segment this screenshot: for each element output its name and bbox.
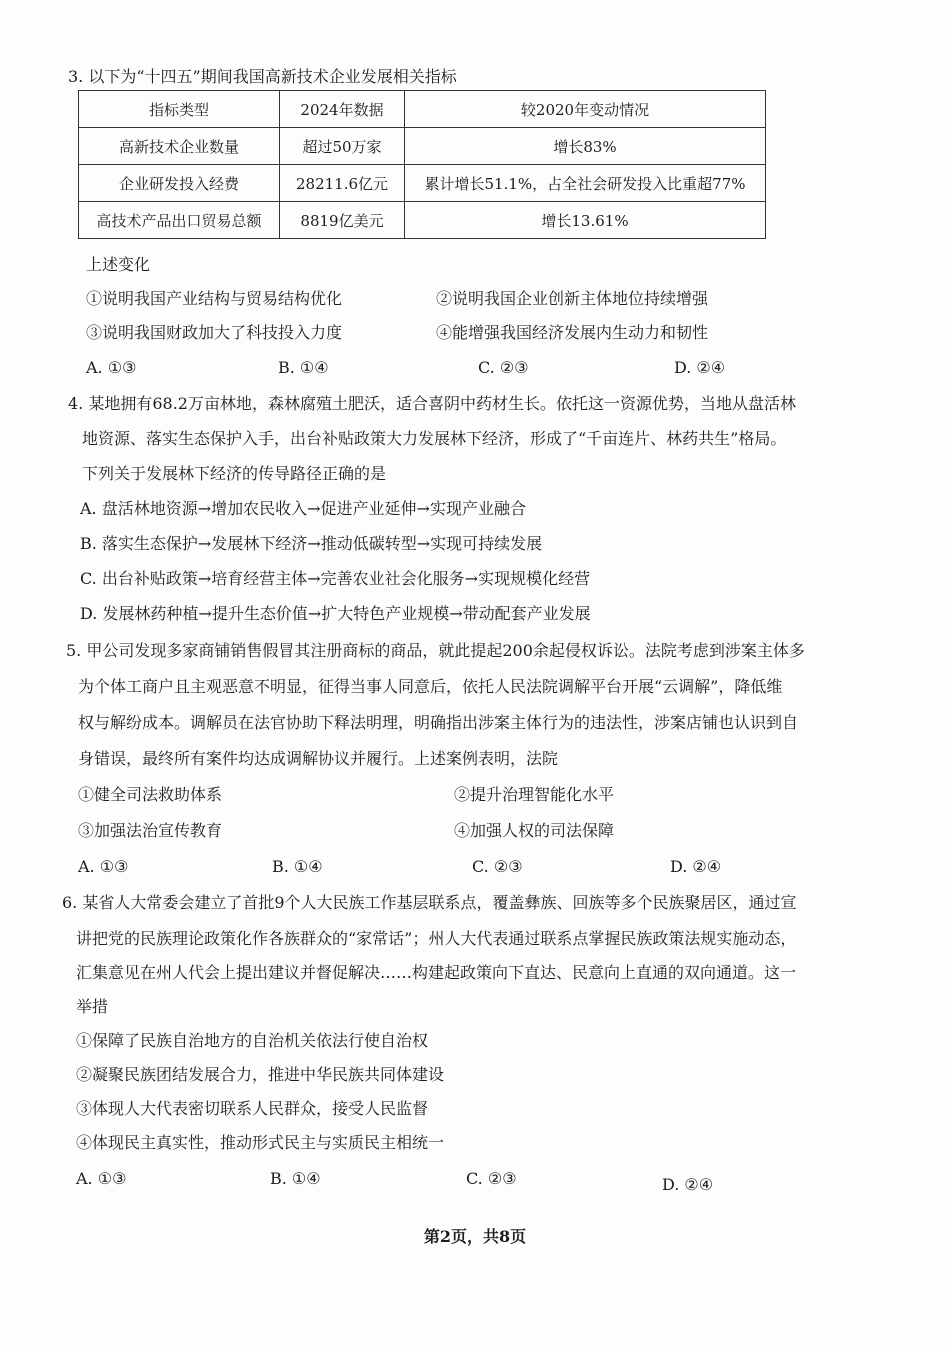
q3-option-b: B. ①④ — [278, 358, 329, 377]
q6-item-2: ②凝聚民族团结发展合力，推进中华民族共同体建设 — [76, 1065, 445, 1084]
table-row — [79, 128, 766, 165]
table-cell: 企业研发投入经费 — [79, 165, 280, 202]
table-cell: 增长83% — [405, 128, 766, 165]
table-header-cell: 2024年数据 — [280, 91, 405, 128]
q4-stem-line-3: 下列关于发展林下经济的传导路径正确的是 — [82, 464, 387, 483]
q5-item-2: ②提升治理智能化水平 — [454, 785, 615, 804]
q5-option-c: C. ②③ — [472, 857, 523, 876]
q3-item-1: ①说明我国产业结构与贸易结构优化 — [86, 289, 343, 308]
q5-stem-line-3: 权与解纷成本。调解员在法官协助下释法明理，明确指出涉案主体行为的违法性，涉案店铺也认识到自 — [78, 713, 799, 732]
table-row — [79, 202, 766, 239]
q6-stem-line-4: 举措 — [76, 997, 109, 1016]
q3-item-3: ③说明我国财政加大了科技投入力度 — [86, 323, 343, 342]
table-cell: 8819亿美元 — [280, 202, 405, 239]
table-header-cell: 指标类型 — [79, 91, 280, 128]
q5-stem-line-4: 身错误，最终所有案件均达成调解协议并履行。上述案例表明，法院 — [78, 749, 559, 768]
q5-item-4: ④加强人权的司法保障 — [454, 821, 615, 840]
table-cell: 28211.6亿元 — [280, 165, 405, 202]
q3-stem: 3. 以下为“十四五”期间我国高新技术企业发展相关指标 — [68, 67, 457, 86]
page-number-footer: 第2页，共8页 — [423, 1227, 527, 1246]
q6-option-d: D. ②④ — [662, 1175, 714, 1194]
q6-option-b: B. ①④ — [270, 1169, 321, 1188]
q4-option-c: C. 出台补贴政策→培育经营主体→完善农业社会化服务→实现规模化经营 — [80, 569, 591, 588]
q5-item-3: ③加强法治宣传教育 — [78, 821, 223, 840]
table-cell: 增长13.61% — [405, 202, 766, 239]
q5-option-a: A. ①③ — [78, 857, 129, 876]
q5-item-1: ①健全司法救助体系 — [78, 785, 223, 804]
q5-option-b: B. ①④ — [272, 857, 323, 876]
table-cell: 超过50万家 — [280, 128, 405, 165]
q4-option-a: A. 盘活林地资源→增加农民收入→促进产业延伸→实现产业融合 — [80, 499, 526, 518]
table-cell: 高新技术企业数量 — [79, 128, 280, 165]
q6-option-c: C. ②③ — [466, 1169, 517, 1188]
table-header-cell: 较2020年变动情况 — [405, 91, 766, 128]
q3-option-a: A. ①③ — [86, 358, 137, 377]
q3-item-4: ④能增强我国经济发展内生动力和韧性 — [436, 323, 709, 342]
q3-option-d: D. ②④ — [674, 358, 726, 377]
q3-option-c: C. ②③ — [478, 358, 529, 377]
table-cell: 累计增长51.1%，占全社会研发投入比重超77% — [405, 165, 766, 202]
q4-option-b: B. 落实生态保护→发展林下经济→推动低碳转型→实现可持续发展 — [80, 534, 543, 553]
q5-stem-line-1: 5. 甲公司发现多家商铺销售假冒其注册商标的商品，就此提起200余起侵权诉讼。法院考虑到涉案主体多 — [66, 641, 805, 660]
q6-item-1: ①保障了民族自治地方的自治机关依法行使自治权 — [76, 1031, 429, 1050]
q4-option-d: D. 发展林药种植→提升生态价值→扩大特色产业规模→带动配套产业发展 — [80, 604, 591, 623]
table-header-row — [79, 91, 766, 128]
q6-stem-line-2: 讲把党的民族理论政策化作各族群众的“家常话”；州人大代表通过联系点掌握民族政策法规实施动态， — [76, 929, 797, 948]
q6-item-4: ④体现民主真实性，推动形式民主与实质民主相统一 — [76, 1133, 445, 1152]
q4-stem-line-1: 4. 某地拥有68.2万亩林地，森林腐殖土肥沃，适合喜阴中药材生长。依托这一资源优势，当地从盘活林 — [68, 394, 796, 413]
q6-option-a: A. ①③ — [76, 1169, 127, 1188]
q3-item-2: ②说明我国企业创新主体地位持续增强 — [436, 289, 709, 308]
q4-stem-line-2: 地资源、落实生态保护入手，出台补贴政策大力发展林下经济，形成了“千亩连片、林药共生”格局。 — [82, 429, 787, 448]
q5-option-d: D. ②④ — [670, 857, 722, 876]
table-row — [79, 165, 766, 202]
q5-stem-line-2: 为个体工商户且主观恶意不明显，征得当事人同意后，依托人民法院调解平台开展“云调解”，降低维 — [78, 677, 783, 696]
q6-stem-line-1: 6. 某省人大常委会建立了首批9个人大民族工作基层联系点，覆盖彝族、回族等多个民族聚居区，通过宣 — [62, 893, 797, 912]
q3-lead: 上述变化 — [86, 255, 151, 274]
q6-item-3: ③体现人大代表密切联系人民群众，接受人民监督 — [76, 1099, 429, 1118]
q3-indicator-table — [78, 90, 766, 239]
table-cell: 高技术产品出口贸易总额 — [79, 202, 280, 239]
q6-stem-line-3: 汇集意见在州人代会上提出建议并督促解决……构建起政策向下直达、民意向上直通的双向通道。这一 — [76, 963, 797, 982]
